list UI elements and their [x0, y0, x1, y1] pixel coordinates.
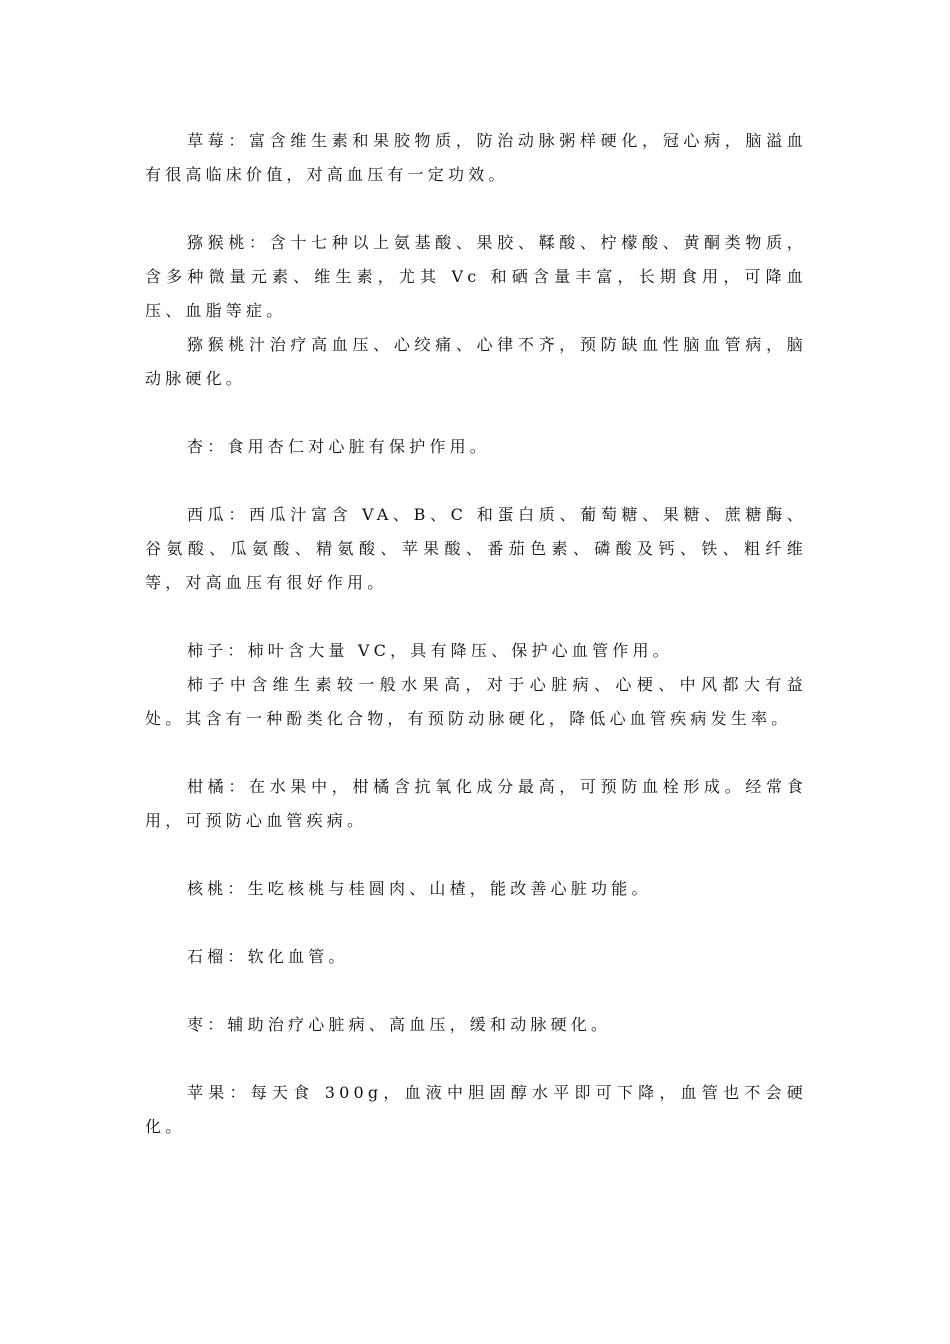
- paragraph-gap: [145, 736, 807, 770]
- paragraph-gap: [145, 1042, 807, 1076]
- paragraph-strawberry: 草莓：富含维生素和果胶物质，防治动脉粥样硬化，冠心病，脑溢血有很高临床价值，对高血压有一定功效。: [145, 131, 807, 184]
- paragraph-gap: [145, 396, 807, 430]
- paragraph-persimmon: 柿子：柿叶含大量 VC，具有降压、保护心血管作用。: [187, 641, 673, 660]
- document-body: [145, 124, 807, 1144]
- paragraph-pomegranate: 石榴：软化血管。: [187, 947, 349, 966]
- paragraph-gap: [145, 838, 807, 872]
- paragraph-gap: [145, 464, 807, 498]
- paragraph-watermelon: 西瓜：西瓜汁富含 VA、B、C 和蛋白质、葡萄糖、果糖、蔗糖酶、谷氨酸、瓜氨酸、精氨酸、苹果酸、番茄色素、磷酸及钙、铁、粗纤维等，对高血压有很好作用。: [145, 505, 807, 592]
- paragraph-gap: [145, 600, 807, 634]
- paragraph-gap: [145, 974, 807, 1008]
- paragraph-persimmon-detail: 柿子中含维生素较一般水果高，对于心脏病、心梗、中风都大有益处。其含有一种酚类化合物，有预防动脉硬化，降低心血管疾病发生率。: [145, 675, 807, 728]
- paragraph-gap: [145, 906, 807, 940]
- paragraph-tangerine: 柑橘：在水果中，柑橘含抗氧化成分最高，可预防血栓形成。经常食用，可预防心血管疾病。: [145, 777, 807, 830]
- paragraph-jujube: 枣：辅助治疗心脏病、高血压，缓和动脉硬化。: [187, 1015, 612, 1034]
- paragraph-walnut: 核桃：生吃核桃与桂圆肉、山楂，能改善心脏功能。: [187, 879, 652, 898]
- paragraph-gap: [145, 192, 807, 226]
- paragraph-kiwi-juice: 猕猴桃汁治疗高血压、心绞痛、心律不齐，预防缺血性脑血管病，脑动脉硬化。: [145, 335, 807, 388]
- paragraph-kiwi: 猕猴桃：含十七种以上氨基酸、果胶、鞣酸、柠檬酸、黄酮类物质，含多种微量元素、维生素，尤其 Vc 和硒含量丰富，长期食用，可降血压、血脂等症。: [145, 233, 807, 320]
- paragraph-apple: 苹果：每天食 300g，血液中胆固醇水平即可下降，血管也不会硬化。: [145, 1083, 807, 1136]
- paragraph-apricot: 杏：食用杏仁对心脏有保护作用。: [187, 437, 491, 456]
